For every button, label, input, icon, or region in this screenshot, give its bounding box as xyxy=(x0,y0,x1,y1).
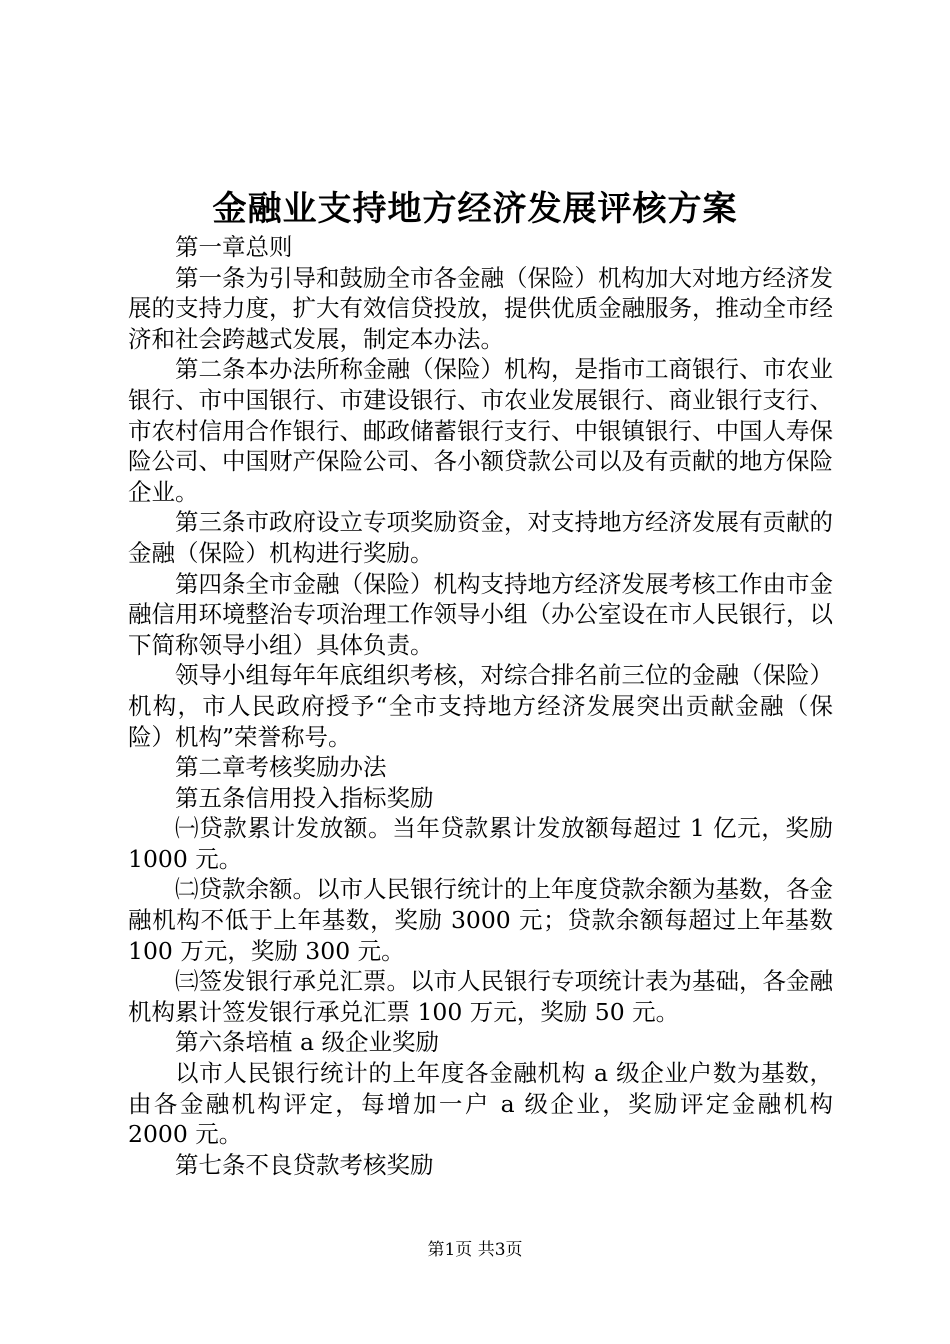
chapter-heading: 第一章总则 xyxy=(175,233,293,261)
article-heading: 第五条信用投入指标奖励 xyxy=(175,783,434,812)
paragraph: 以市人民银行统计的上年度各金融机构 a 级企业户数为基数，由各金融机构评定，每增加一户 a 级企业，奖励评定金融机构 2000 元。 xyxy=(128,1059,833,1149)
paragraph: 第一条为引导和鼓励全市各金融（保险）机构加大对地方经济发展的支持力度，扩大有效信贷投放，提供优质金融服务，推动全市经济和社会跨越式发展，制定本办法。 xyxy=(128,263,833,353)
paragraph: 领导小组每年年底组织考核，对综合排名前三位的金融（保险）机构，市人民政府授予“全市支持地方经济发展突出贡献金融（保险）机构”荣誉称号。 xyxy=(128,661,833,751)
article-heading: 第六条培植 a 级企业奖励 xyxy=(175,1028,439,1057)
paragraph: ㈡贷款余额。以市人民银行统计的上年度贷款余额为基数，各金融机构不低于上年基数，奖励 3000 元；贷款余额每超过上年基数 100 万元，奖励 300 元。 xyxy=(128,875,833,965)
paragraph: 第二条本办法所称金融（保险）机构，是指市工商银行、市农业银行、市中国银行、市建设银行、市农业发展银行、商业银行支行、市农村信用合作银行、邮政储蓄银行支行、中银镇银行、中国人寿保险公司、中国财产保险公司、各小额贷款公司以及有贡献的地方保险企业。 xyxy=(128,355,833,506)
paragraph: 第四条全市金融（保险）机构支持地方经济发展考核工作由市金融信用环境整治专项治理工作领导小组（办公室设在市人民银行，以下简称领导小组）具体负责。 xyxy=(128,569,833,659)
chapter-heading: 第二章考核奖励办法 xyxy=(175,753,387,782)
paragraph: ㈢签发银行承兑汇票。以市人民银行专项统计表为基础，各金融机构累计签发银行承兑汇票 100 万元，奖励 50 元。 xyxy=(128,967,833,1026)
document-body xyxy=(128,232,833,1180)
paragraph: 第三条市政府设立专项奖励资金，对支持地方经济发展有贡献的金融（保险）机构进行奖励。 xyxy=(128,508,833,567)
article-heading: 第七条不良贷款考核奖励 xyxy=(175,1150,434,1179)
page-footer: 第1页 共3页 xyxy=(427,1240,523,1260)
paragraph: ㈠贷款累计发放额。当年贷款累计发放额每超过 1 亿元，奖励 1000 元。 xyxy=(128,814,833,873)
document-title: 金融业支持地方经济发展评核方案 xyxy=(212,189,738,229)
